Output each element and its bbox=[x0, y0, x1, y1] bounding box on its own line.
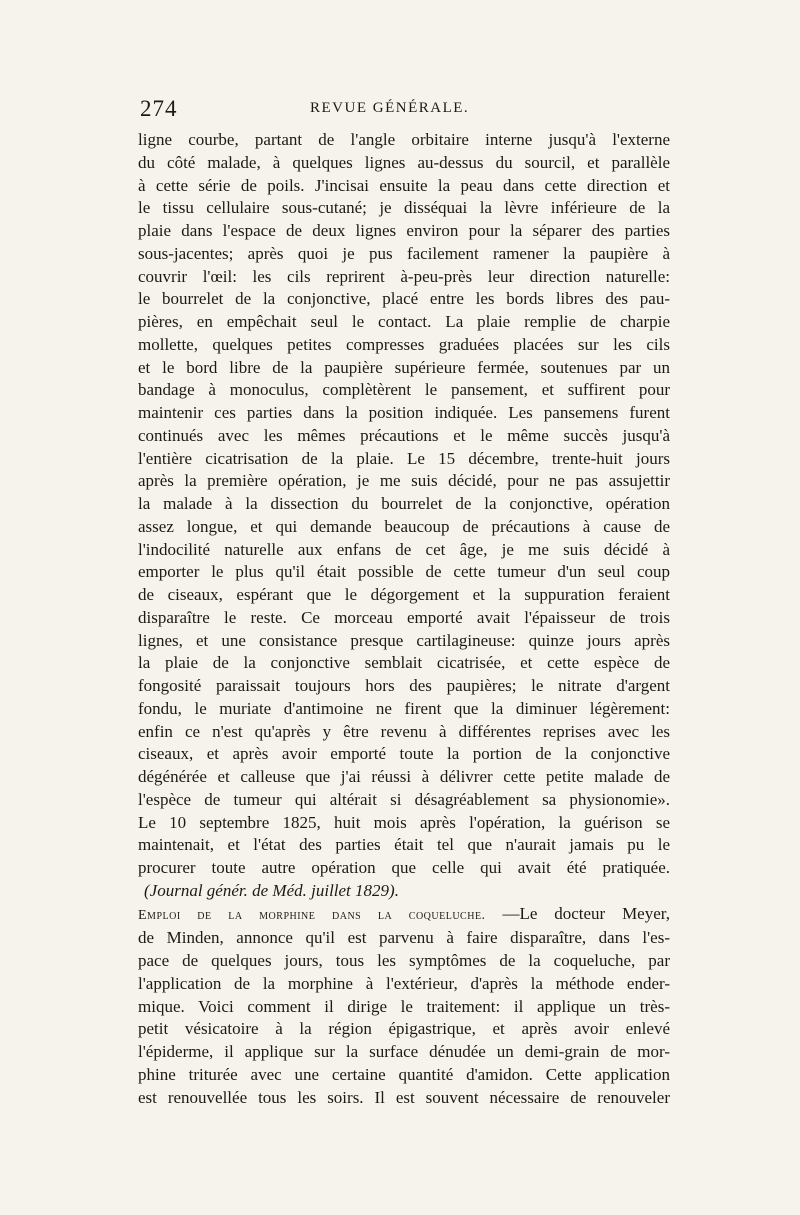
text-line: enfin ce n'est qu'après y être revenu à différentes reprises avec les bbox=[138, 721, 670, 741]
text-line: à cette série de poils. J'incisai ensuite la peau dans cette direction et bbox=[138, 175, 670, 195]
text-line: fongosité paraissait toujours hors des paupières; le nitrate d'argent bbox=[138, 676, 670, 695]
text-line: maintenir ces parties dans la position indiquée. Les pansemens furent bbox=[138, 403, 670, 422]
text-line: dégénérée et calleuse que j'ai réussi à délivrer cette petite malade de bbox=[138, 767, 670, 786]
text-line: le bourrelet de la conjonctive, placé entre les bords libres des pau- bbox=[138, 289, 670, 309]
text-line: ligne courbe, partant de l'angle orbitaire interne jusqu'à l'externe bbox=[138, 130, 670, 149]
text-line: l'entière cicatrisation de la plaie. Le 15 décembre, trente-huit jours bbox=[138, 448, 670, 468]
text-line: du côté malade, à quelques lignes au-dessus du sourcil, et parallèle bbox=[138, 152, 670, 172]
text-line: plaie dans l'espace de deux lignes environ pour la séparer des parties bbox=[138, 221, 670, 240]
text-line: la malade à la dissection du bourrelet de la conjonctive, opération bbox=[138, 494, 670, 513]
text-line: de Minden, annonce qu'il est parvenu à faire disparaître, dans l'es- bbox=[138, 928, 670, 948]
text-line: de ciseaux, espérant que le dégorgement et la suppuration feraient bbox=[138, 585, 670, 604]
text-line: l'application de la morphine à l'extérieur, d'après la méthode ender- bbox=[138, 973, 670, 993]
text-line: après la première opération, je me suis décidé, pour ne pas assujettir bbox=[138, 471, 670, 491]
section-first-line bbox=[138, 903, 670, 928]
text-line: bandage à monoculus, complètèrent le pansement, et suffirent pour bbox=[138, 380, 670, 400]
text-line: sous-jacentes; après quoi je pus facilement ramener la paupière à bbox=[138, 243, 670, 263]
text-line: mique. Voici comment il dirige le traitement: il applique un très- bbox=[138, 996, 670, 1016]
text-line: emporter le plus qu'il était possible de cette tumeur d'un seul coup bbox=[138, 562, 670, 582]
text-line: et le bord libre de la paupière supérieure fermée, soutenues par un bbox=[138, 357, 670, 377]
page-number: 274 bbox=[140, 96, 178, 121]
text-line: l'épiderme, il applique sur la surface dénudée un demi-grain de mor- bbox=[138, 1042, 670, 1061]
text-line: Le 10 septembre 1825, huit mois après l'opération, la guérison se bbox=[138, 812, 670, 832]
page-header bbox=[140, 96, 670, 124]
text-line: est renouvellée tous les soirs. Il est souvent nécessaire de renouveler bbox=[138, 1087, 670, 1107]
text-line: lignes, et une consistance presque cartilagineuse: quinze jours après bbox=[138, 630, 670, 650]
text-line: disparaître le reste. Ce morceau emporté avait l'épaisseur de trois bbox=[138, 607, 670, 627]
text-line: l'indocilité naturelle aux enfans de cet âge, je me suis décidé à bbox=[138, 539, 670, 559]
text-line: pières, en empêchait seul le contact. La plaie remplie de charpie bbox=[138, 312, 670, 331]
section-heading: Emploi de la morphine dans la coqueluche. bbox=[138, 907, 486, 923]
text-line: la plaie de la conjonctive semblait cicatrisée, et cette espèce de bbox=[138, 653, 670, 673]
body-text bbox=[138, 129, 670, 1109]
section-first-line-text: —Le docteur Meyer, bbox=[502, 903, 670, 923]
text-line: petit vésicatoire à la région épigastrique, et après avoir enlevé bbox=[138, 1019, 670, 1039]
text-line: mollette, quelques petites compresses graduées placées sur les cils bbox=[138, 334, 670, 354]
text-line: fondu, le muriate d'antimoine ne firent que la diminuer légèrement: bbox=[138, 698, 670, 718]
text-line: procurer toute autre opération que celle qui avait été pratiquée. bbox=[138, 858, 670, 877]
text-line: assez longue, et qui demande beaucoup de précautions à cause de bbox=[138, 516, 670, 536]
text-line: l'espèce de tumeur qui altérait si désagréablement sa physionomie». bbox=[138, 789, 670, 809]
citation-line: (Journal génér. de Méd. juillet 1829). bbox=[144, 880, 399, 900]
text-line: maintenait, et l'état des parties était tel que n'aurait jamais pu le bbox=[138, 835, 670, 855]
running-title: REVUE GÉNÉRALE. bbox=[310, 100, 470, 116]
text-line: continués avec les mêmes précautions et le même succès jusqu'à bbox=[138, 425, 670, 445]
text-line: couvrir l'œil: les cils reprirent à-peu-près leur direction naturelle: bbox=[138, 266, 670, 286]
text-line: le tissu cellulaire sous-cutané; je disséquai la lèvre inférieure de la bbox=[138, 198, 670, 218]
text-line: pace de quelques jours, tous les symptômes de la coqueluche, par bbox=[138, 951, 670, 970]
text-line: ciseaux, et après avoir emporté toute la portion de la conjonctive bbox=[138, 744, 670, 764]
text-line: phine triturée avec une certaine quantité d'amidon. Cette application bbox=[138, 1064, 670, 1084]
